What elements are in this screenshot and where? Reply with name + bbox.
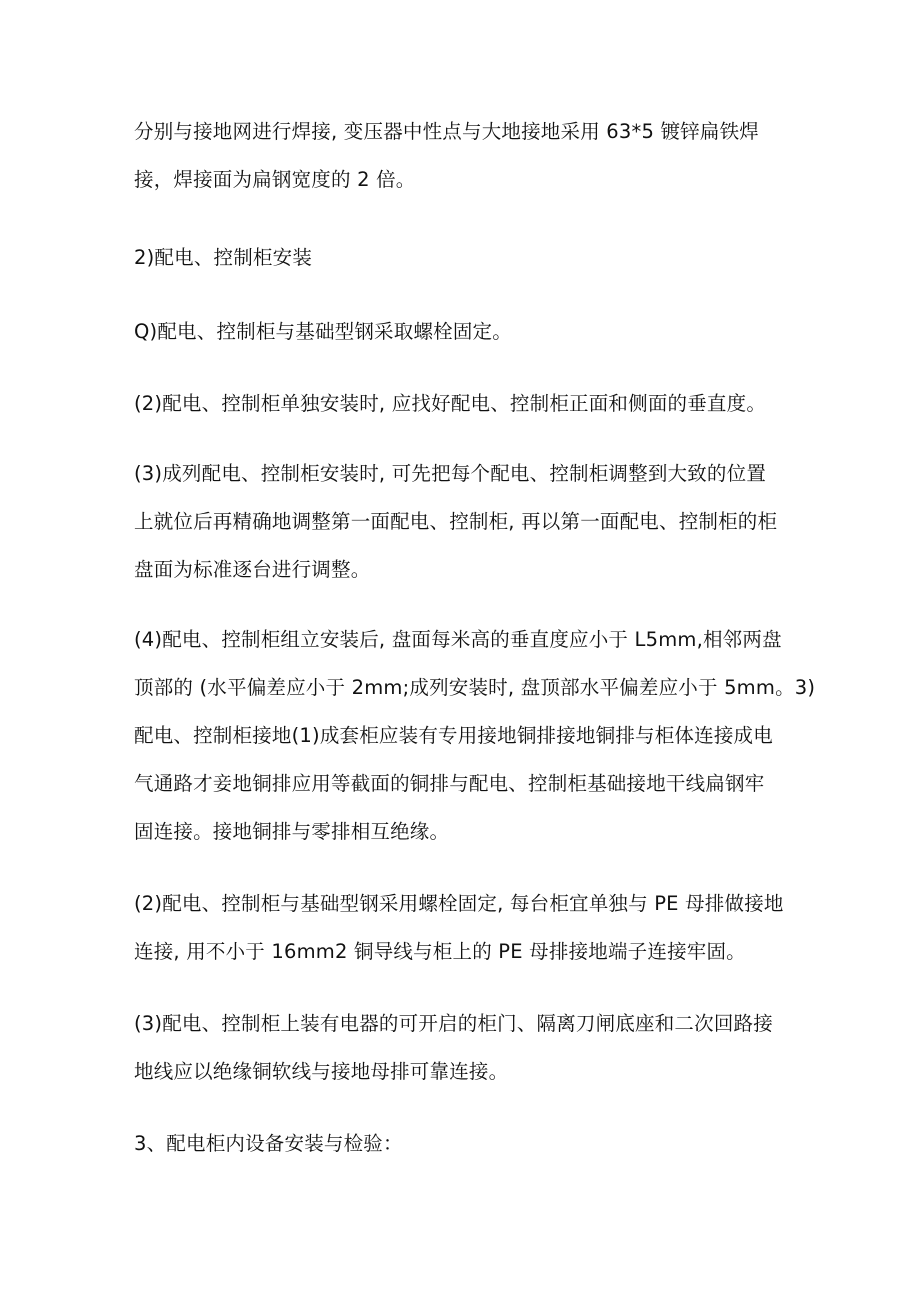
text-line: (3)成列配电、控制柜安装时, 可先把每个配电、控制柜调整到大致的位置 <box>134 462 767 485</box>
section-heading-cabinet-install <box>134 234 794 282</box>
paragraph-pe-busbar <box>134 880 794 976</box>
paragraph-grounding-weld <box>134 108 794 204</box>
text-line: Q)配电、控制柜与基础型钢采取螺栓固定。 <box>134 320 512 343</box>
text-line: (2)配电、控制柜与基础型钢采用螺栓固定, 每台柜宜单独与 PE 母排做接地 <box>134 892 784 915</box>
text-line: 连接, 用不小于 16mm2 铜导线与柜上的 PE 母排接地端子连接牢固。 <box>134 940 746 963</box>
text-line: 上就位后再精确地调整第一面配电、控制柜, 再以第一面配电、控制柜的柜 <box>134 510 778 533</box>
paragraph-door-grounding <box>134 1000 794 1096</box>
text-line: 3、配电柜内设备安装与检验： <box>134 1132 403 1155</box>
text-line: (4)配电、控制柜组立安装后, 盘面每米高的垂直度应小于 L5mm,相邻两盘 <box>134 628 782 651</box>
text-line: 顶部的 (水平偏差应小于 2mm;成列安装时, 盘顶部水平偏差应小于 5mm。3) <box>134 676 816 699</box>
text-line: 2)配电、控制柜安装 <box>134 246 313 269</box>
text-line: 固连接。接地铜排与零排相互绝缘。 <box>134 820 450 843</box>
paragraph-verticality-grounding <box>134 616 816 856</box>
text-line: 分别与接地网进行焊接, 变压器中性点与大地接地采用 63*5 镀锌扁铁焊 <box>134 120 759 143</box>
paragraph-row-install <box>134 450 794 594</box>
text-line: 配电、控制柜接地(1)成套柜应装有专用接地铜排接地铜排与柜体连接成电 <box>134 724 773 747</box>
text-line: 地线应以绝缘铜软线与接地母排可靠连接。 <box>134 1060 509 1083</box>
text-line: (3)配电、控制柜上装有电器的可开启的柜门、隔离刀闸底座和二次回路接 <box>134 1012 773 1035</box>
text-line: (2)配电、控制柜单独安装时, 应找好配电、控制柜正面和侧面的垂直度。 <box>134 392 767 415</box>
text-line: 盘面为标准逐台进行调整。 <box>134 558 371 581</box>
text-line: 接，焊接面为扁钢宽度的 2 倍。 <box>134 168 416 191</box>
text-line: 气通路才妾地铜排应用等截面的铜排与配电、控制柜基础接地干线扁钢牢 <box>134 772 765 795</box>
section-heading-equipment-install <box>134 1120 794 1168</box>
paragraph-bolt-fixing <box>134 308 794 356</box>
paragraph-single-install <box>134 380 794 428</box>
